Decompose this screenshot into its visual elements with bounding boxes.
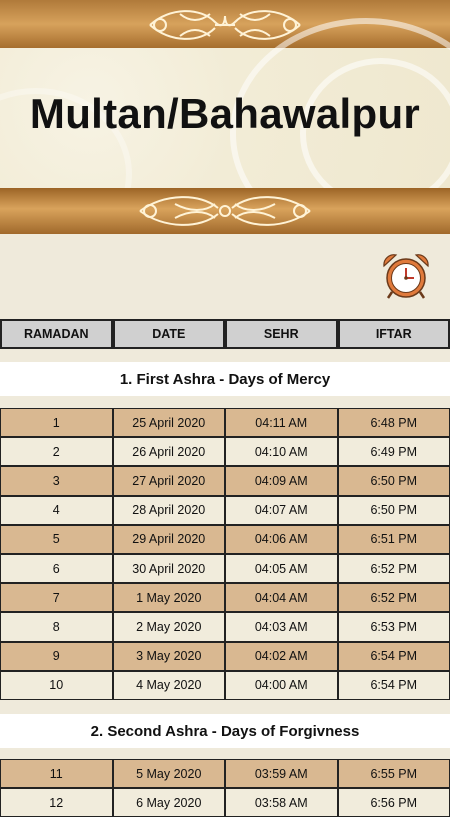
table-header — [0, 319, 450, 349]
table-row[interactable] — [0, 408, 450, 437]
date-cell: 4 May 2020 — [113, 671, 226, 700]
date-cell: 27 April 2020 — [113, 466, 226, 495]
ramadan-day-cell: 4 — [0, 496, 113, 525]
table-row[interactable] — [0, 583, 450, 612]
section-title-first-ashra: 1. First Ashra - Days of Mercy — [0, 362, 450, 396]
column-header-date: DATE — [113, 319, 226, 349]
date-cell: 5 May 2020 — [113, 759, 226, 788]
ramadan-day-cell: 1 — [0, 408, 113, 437]
iftar-cell: 6:55 PM — [338, 759, 450, 788]
date-cell: 6 May 2020 — [113, 788, 226, 817]
section-title-second-ashra: 2. Second Ashra - Days of Forgivness — [0, 714, 450, 748]
date-cell: 3 May 2020 — [113, 642, 226, 671]
ramadan-day-cell: 3 — [0, 466, 113, 495]
ramadan-day-cell: 10 — [0, 671, 113, 700]
sehr-cell: 04:07 AM — [225, 496, 338, 525]
alarm-clock-icon[interactable] — [380, 252, 432, 300]
table-row[interactable] — [0, 759, 450, 788]
table-row[interactable] — [0, 788, 450, 817]
date-cell: 25 April 2020 — [113, 408, 226, 437]
sehr-cell: 04:11 AM — [225, 408, 338, 437]
sehr-cell: 04:04 AM — [225, 583, 338, 612]
iftar-cell: 6:51 PM — [338, 525, 450, 554]
first-ashra-table — [0, 408, 450, 700]
sehr-cell: 04:05 AM — [225, 554, 338, 583]
ramadan-day-cell: 6 — [0, 554, 113, 583]
date-cell: 28 April 2020 — [113, 496, 226, 525]
second-ashra-table — [0, 759, 450, 817]
sehr-cell: 04:02 AM — [225, 642, 338, 671]
iftar-cell: 6:52 PM — [338, 583, 450, 612]
top-ornament-icon — [0, 2, 450, 48]
header-banner — [0, 0, 450, 234]
date-cell: 1 May 2020 — [113, 583, 226, 612]
column-header-iftar: IFTAR — [338, 319, 450, 349]
date-cell: 26 April 2020 — [113, 437, 226, 466]
iftar-cell: 6:48 PM — [338, 408, 450, 437]
table-row[interactable] — [0, 466, 450, 495]
sehr-cell: 04:03 AM — [225, 612, 338, 641]
sehr-cell: 04:09 AM — [225, 466, 338, 495]
city-title: Multan/Bahawalpur — [0, 90, 450, 138]
sehr-cell: 04:00 AM — [225, 671, 338, 700]
sehr-cell: 04:06 AM — [225, 525, 338, 554]
ramadan-day-cell: 12 — [0, 788, 113, 817]
table-row[interactable] — [0, 642, 450, 671]
bottom-ornament-icon — [0, 190, 450, 232]
column-header-ramadan: RAMADAN — [0, 319, 113, 349]
iftar-cell: 6:54 PM — [338, 642, 450, 671]
ramadan-day-cell: 9 — [0, 642, 113, 671]
sehr-cell: 03:58 AM — [225, 788, 338, 817]
iftar-cell: 6:49 PM — [338, 437, 450, 466]
table-row[interactable] — [0, 554, 450, 583]
ramadan-day-cell: 5 — [0, 525, 113, 554]
table-row[interactable] — [0, 671, 450, 700]
table-row[interactable] — [0, 612, 450, 641]
iftar-cell: 6:56 PM — [338, 788, 450, 817]
iftar-cell: 6:50 PM — [338, 466, 450, 495]
iftar-cell: 6:54 PM — [338, 671, 450, 700]
ramadan-day-cell: 8 — [0, 612, 113, 641]
table-row[interactable] — [0, 525, 450, 554]
date-cell: 29 April 2020 — [113, 525, 226, 554]
iftar-cell: 6:50 PM — [338, 496, 450, 525]
table-row[interactable] — [0, 496, 450, 525]
ramadan-day-cell: 7 — [0, 583, 113, 612]
ramadan-day-cell: 2 — [0, 437, 113, 466]
column-header-sehr: SEHR — [225, 319, 338, 349]
date-cell: 2 May 2020 — [113, 612, 226, 641]
iftar-cell: 6:53 PM — [338, 612, 450, 641]
date-cell: 30 April 2020 — [113, 554, 226, 583]
sehr-cell: 04:10 AM — [225, 437, 338, 466]
sehr-cell: 03:59 AM — [225, 759, 338, 788]
iftar-cell: 6:52 PM — [338, 554, 450, 583]
table-row[interactable] — [0, 437, 450, 466]
ramadan-day-cell: 11 — [0, 759, 113, 788]
